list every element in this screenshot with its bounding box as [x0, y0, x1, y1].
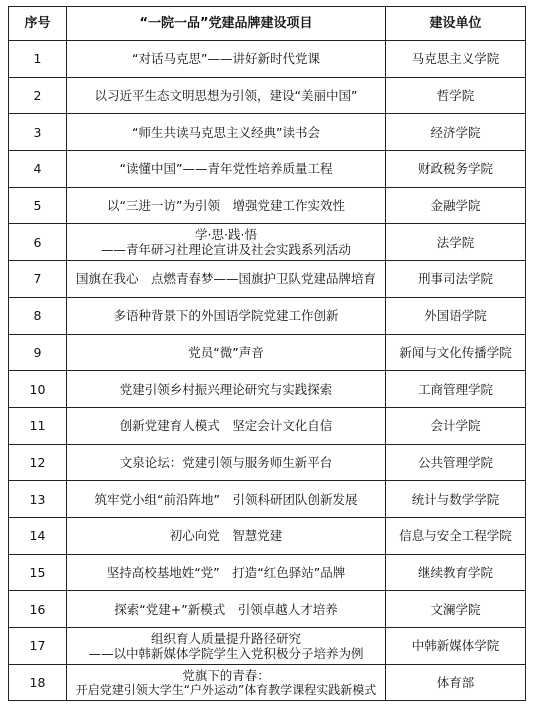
unit-cell: 体育部 — [386, 664, 526, 701]
unit-cell: 财政税务学院 — [386, 151, 526, 188]
row-number: 16 — [9, 591, 67, 628]
project-cell — [67, 77, 386, 114]
project-cell — [67, 334, 386, 371]
row-number: 8 — [9, 297, 67, 334]
project-line: 筑牢党小组“前沿阵地” 引领科研团队创新发展 — [94, 491, 358, 507]
unit-cell: 外国语学院 — [386, 297, 526, 334]
table-row — [9, 371, 526, 408]
row-number: 13 — [9, 481, 67, 518]
project-cell — [67, 114, 386, 151]
project-cell — [67, 628, 386, 665]
table-row — [9, 554, 526, 591]
table-body — [9, 41, 526, 701]
unit-cell: 统计与数学学院 — [386, 481, 526, 518]
project-line: 组织育人质量提升路径研究 — [150, 630, 301, 646]
project-line: 文泉论坛：党建引领与服务师生新平台 — [119, 454, 333, 470]
row-number: 5 — [9, 187, 67, 224]
project-cell — [67, 664, 386, 701]
project-line: 探索“党建+”新模式 引领卓越人才培养 — [114, 601, 338, 617]
table-row — [9, 187, 526, 224]
row-number: 6 — [9, 224, 67, 261]
row-number: 3 — [9, 114, 67, 151]
unit-cell: 经济学院 — [386, 114, 526, 151]
table-row — [9, 628, 526, 665]
project-cell — [67, 481, 386, 518]
project-table — [8, 6, 526, 701]
unit-cell: 工商管理学院 — [386, 371, 526, 408]
row-number: 17 — [9, 628, 67, 665]
unit-cell: 文澜学院 — [386, 591, 526, 628]
row-number: 2 — [9, 77, 67, 114]
table-row — [9, 444, 526, 481]
project-cell — [67, 591, 386, 628]
project-cell — [67, 261, 386, 298]
project-line: “对话马克思”——讲好新时代党课 — [132, 51, 320, 67]
row-number: 1 — [9, 41, 67, 78]
project-cell — [67, 407, 386, 444]
table-row — [9, 151, 526, 188]
unit-cell: 哲学院 — [386, 77, 526, 114]
unit-cell: 继续教育学院 — [386, 554, 526, 591]
header-unit: 建设单位 — [386, 7, 526, 41]
table-row — [9, 517, 526, 554]
project-cell — [67, 444, 386, 481]
project-line: 党员“微”声音 — [188, 344, 264, 360]
row-number: 10 — [9, 371, 67, 408]
row-number: 15 — [9, 554, 67, 591]
unit-cell: 马克思主义学院 — [386, 41, 526, 78]
table-row — [9, 77, 526, 114]
project-line: 初心向党 智慧党建 — [169, 528, 283, 544]
project-line: 开启党建引领大学生“户外运动”体育教学课程实践新模式 — [75, 682, 377, 697]
row-number: 11 — [9, 407, 67, 444]
table-row — [9, 224, 526, 261]
project-line: ——以中韩新媒体学院学生入党积极分子培养为例 — [88, 645, 364, 661]
row-number: 18 — [9, 664, 67, 701]
unit-cell: 新闻与文化传播学院 — [386, 334, 526, 371]
unit-cell: 中韩新媒体学院 — [386, 628, 526, 665]
project-cell — [67, 554, 386, 591]
row-number: 4 — [9, 151, 67, 188]
header-project: “一院一品”党建品牌建设项目 — [67, 7, 386, 41]
table-row — [9, 114, 526, 151]
project-cell — [67, 297, 386, 334]
project-line: 多语种背景下的外国语学院党建工作创新 — [113, 308, 339, 324]
project-cell — [67, 151, 386, 188]
header-no: 序号 — [9, 7, 67, 41]
row-number: 7 — [9, 261, 67, 298]
row-number: 12 — [9, 444, 67, 481]
project-line: “师生共读马克思主义经典”读书会 — [132, 124, 320, 140]
project-line: 党建引领乡村振兴理论研究与实践探索 — [119, 381, 333, 397]
unit-cell: 会计学院 — [386, 407, 526, 444]
row-number: 9 — [9, 334, 67, 371]
project-cell — [67, 41, 386, 78]
unit-cell: 金融学院 — [386, 187, 526, 224]
unit-cell: 法学院 — [386, 224, 526, 261]
project-line: 坚持高校基地姓“党” 打造“红色驿站”品牌 — [106, 564, 346, 580]
project-cell — [67, 224, 386, 261]
project-line: “读懂中国”——青年党性培养质量工程 — [119, 161, 333, 177]
project-cell — [67, 371, 386, 408]
table-row — [9, 481, 526, 518]
project-cell — [67, 187, 386, 224]
table-header-row — [9, 7, 526, 41]
table-row — [9, 407, 526, 444]
project-cell — [67, 517, 386, 554]
project-line: 党旗下的青春： — [182, 667, 270, 683]
project-line: ——青年研习社理论宣讲及社会实践系列活动 — [100, 242, 351, 258]
project-line: 学·思·践·悟 — [195, 227, 257, 243]
table-row — [9, 261, 526, 298]
table-row — [9, 334, 526, 371]
project-line: 创新党建育人模式 坚定会计文化自信 — [119, 418, 333, 434]
unit-cell: 公共管理学院 — [386, 444, 526, 481]
project-line: 以习近平生态文明思想为引领，建设“美丽中国” — [94, 88, 358, 104]
table-row — [9, 591, 526, 628]
table-row — [9, 41, 526, 78]
project-line: 以“三进一访”为引领 增强党建工作实效性 — [107, 198, 345, 214]
unit-cell: 信息与安全工程学院 — [386, 517, 526, 554]
table-row — [9, 664, 526, 701]
unit-cell: 刑事司法学院 — [386, 261, 526, 298]
project-line: 国旗在我心 点燃青春梦——国旗护卫队党建品牌培育 — [75, 271, 376, 287]
table-row — [9, 297, 526, 334]
row-number: 14 — [9, 517, 67, 554]
